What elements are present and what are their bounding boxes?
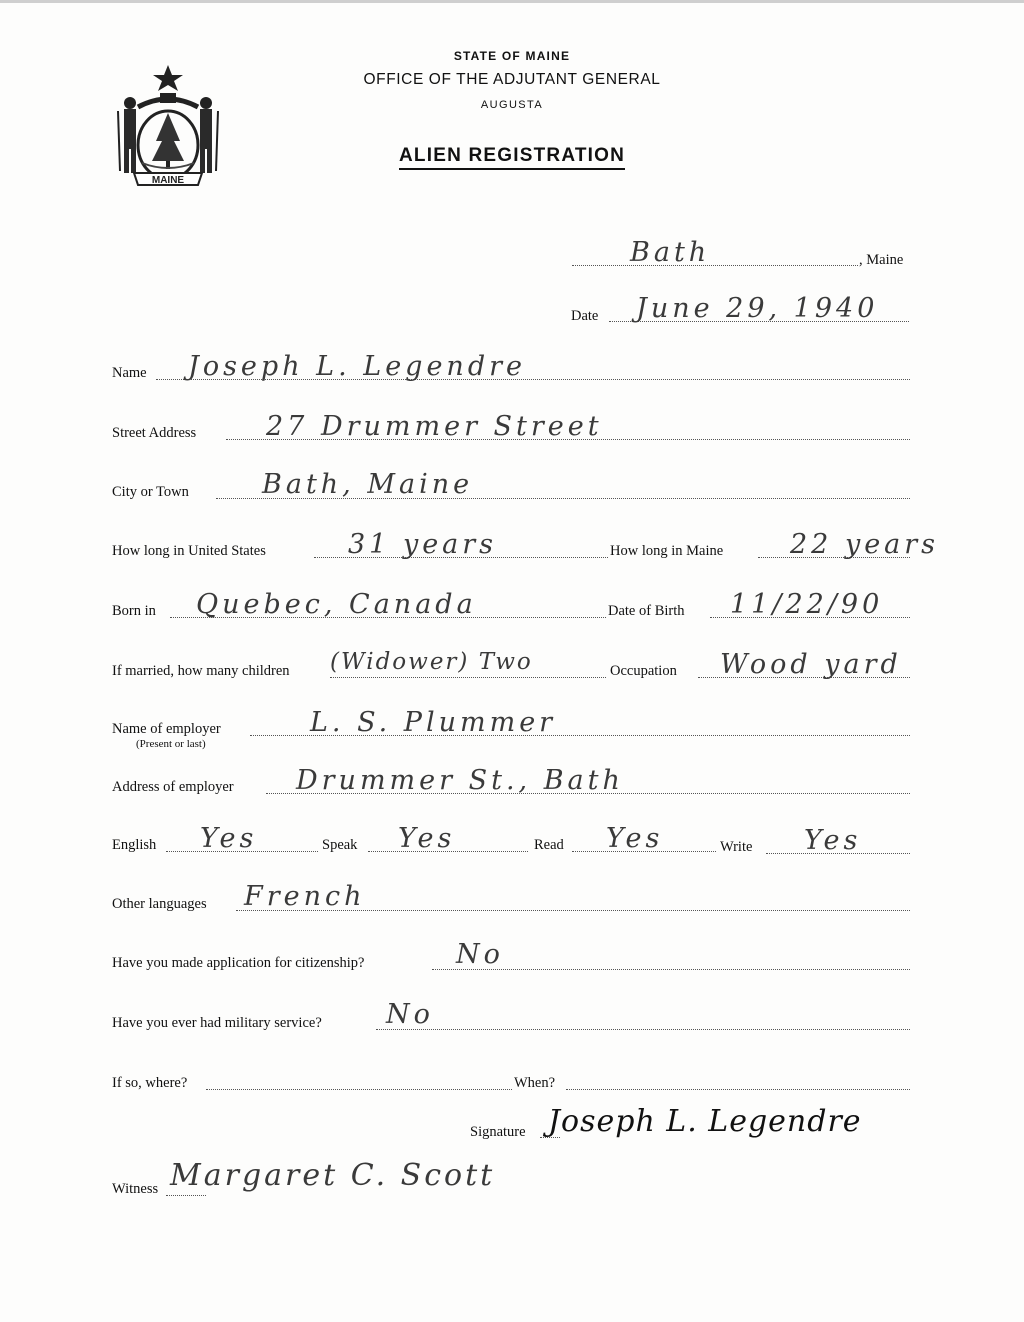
city-value: Bath, Maine [262, 469, 474, 500]
when-line [566, 1089, 910, 1090]
occupation-value: Wood yard [720, 649, 902, 680]
date-label: Date [571, 308, 599, 324]
maine-value: 22 years [790, 529, 940, 560]
header-office: OFFICE OF THE ADJUTANT GENERAL [363, 71, 661, 88]
write-label: Write [720, 839, 753, 855]
us-label: How long in United States [112, 543, 266, 559]
location-value: Bath [630, 237, 711, 268]
born-label: Born in [112, 603, 156, 619]
header-city: AUGUSTA [480, 99, 544, 111]
employer-label: Name of employer [112, 721, 221, 737]
read-label: Read [534, 837, 564, 853]
speak-label: Speak [322, 837, 358, 853]
witness-label: Witness [112, 1181, 159, 1197]
signature-value: Joseph L. Legendre [548, 1104, 862, 1139]
employer-sublabel: (Present or last) [136, 738, 206, 750]
speak-value: Yes [398, 823, 456, 854]
maine-label: How long in Maine [610, 543, 724, 559]
military-label: Have you ever had military service? [112, 1015, 322, 1031]
english-label: English [112, 837, 157, 853]
other-languages-label: Other languages [112, 896, 207, 912]
children-line [330, 677, 606, 678]
location-line [572, 265, 858, 266]
seal-text: MAINE [151, 175, 185, 186]
citizenship-label: Have you made application for citizenship? [112, 955, 365, 971]
born-value: Quebec, Canada [196, 589, 477, 620]
location-suffix: , Maine [859, 252, 904, 268]
form-title [0, 145, 1024, 167]
city-label: City or Town [112, 484, 189, 500]
children-label: If married, how many children [112, 663, 290, 679]
english-value: Yes [200, 823, 258, 854]
employer-address-label: Address of employer [112, 779, 234, 795]
military-value: No [386, 999, 434, 1030]
when-label: When? [514, 1075, 556, 1091]
dob-value: 11/22/90 [730, 589, 884, 620]
us-value: 31 years [348, 529, 498, 560]
signature-label: Signature [470, 1124, 526, 1140]
where-label: If so, where? [112, 1075, 188, 1091]
citizenship-value: No [456, 939, 504, 970]
employer-address-value: Drummer St., Bath [296, 765, 624, 796]
occupation-label: Occupation [610, 663, 677, 679]
witness-line [166, 1195, 206, 1196]
where-line [206, 1089, 512, 1090]
street-value: 27 Drummer Street [266, 411, 603, 442]
children-value: (Widower) Two [330, 649, 533, 675]
read-value: Yes [606, 823, 664, 854]
military-line [376, 1029, 910, 1030]
name-value: Joseph L. Legendre [188, 351, 526, 382]
witness-value: Margaret C. Scott [170, 1158, 496, 1193]
dob-label: Date of Birth [608, 603, 685, 619]
street-label: Street Address [112, 425, 197, 441]
other-languages-value: French [244, 881, 366, 912]
name-label: Name [112, 365, 147, 381]
employer-value: L. S. Plummer [310, 707, 557, 738]
date-value: June 29, 1940 [636, 293, 879, 324]
form-title-text: ALIEN REGISTRATION [399, 145, 625, 170]
write-value: Yes [804, 825, 862, 856]
header-state: STATE OF MAINE [453, 49, 571, 63]
